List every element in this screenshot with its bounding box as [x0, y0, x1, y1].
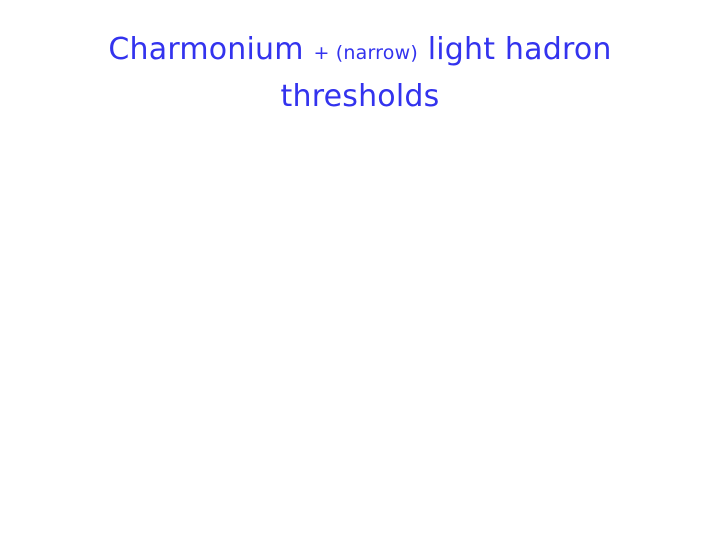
- slide-title: [0, 28, 720, 119]
- title-line-2: thresholds: [280, 79, 440, 114]
- title-part-narrow: + (narrow): [313, 42, 418, 64]
- title-part-light-hadron: light hadron: [417, 32, 612, 67]
- title-part-charmonium: Charmonium: [108, 32, 314, 67]
- title-line-1: [0, 28, 720, 75]
